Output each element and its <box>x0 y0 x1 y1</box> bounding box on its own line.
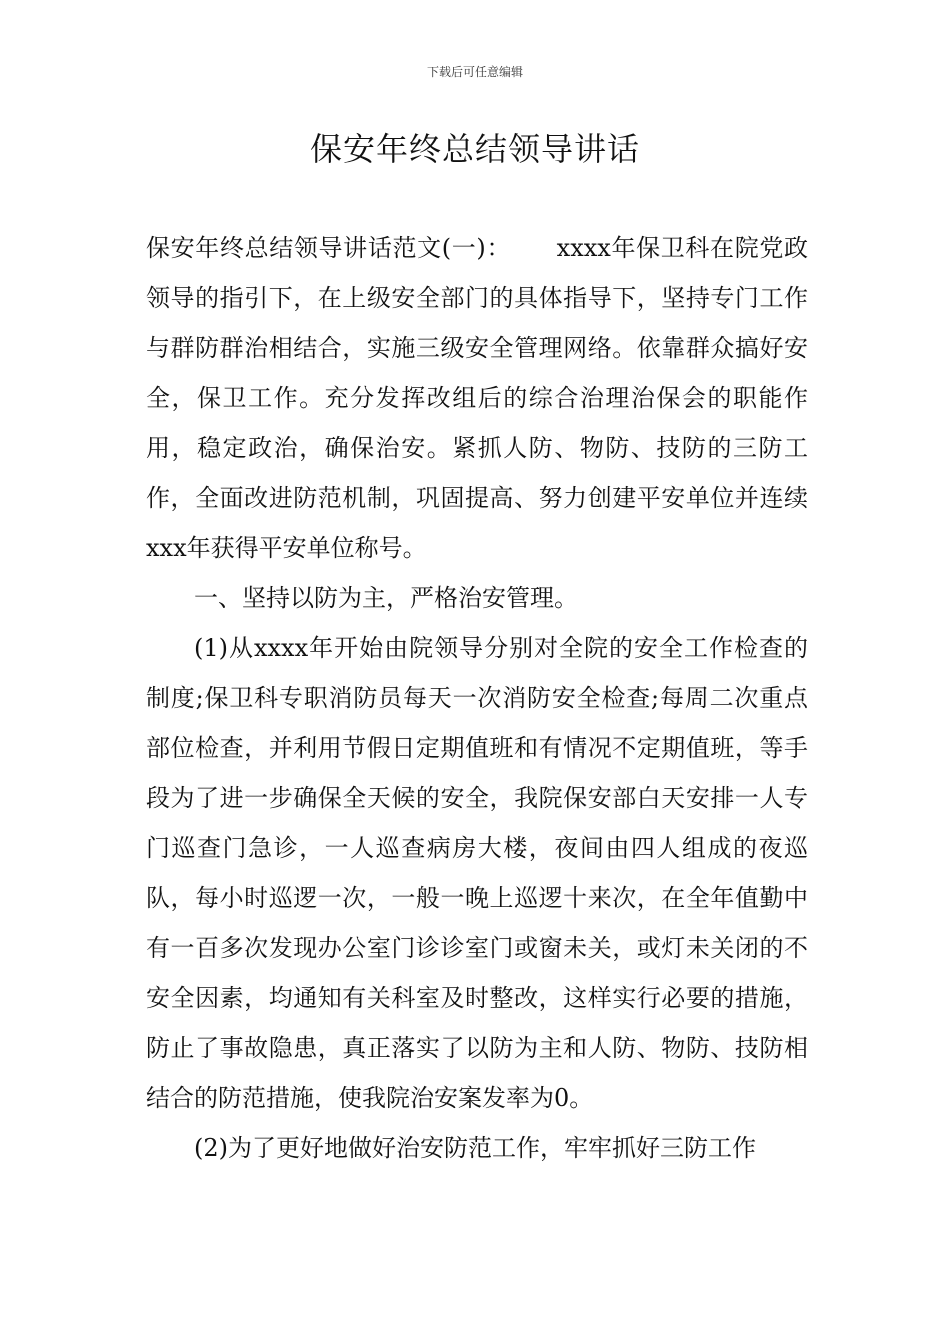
document-body <box>146 223 808 1173</box>
paragraph-item-2: (2)为了更好地做好治安防范工作，牢牢抓好三防工作 <box>194 1134 756 1162</box>
page-title: 保安年终总结领导讲话 <box>309 130 640 168</box>
paragraph-item-1: (1)从xxxx年开始由院领导分别对全院的安全工作检查的制度;保卫科专职消防员每天一次消防安全检查;每周二次重点部位检查，并利用节假日定期值班和有情况不定期值班，等手段为了进一步确保全天候的安全，我院保安部白天安排一人专门巡查门急诊，一人巡查病房大楼，夜间由四人组成的夜巡队，每小时巡逻一次，一般一晚上巡逻十来次，在全年值勤中有一百多次发现办公室门诊诊室门或窗未关，或灯未关闭的不安全因素，均通知有关科室及时整改，这样实行必要的措施，防止了事故隐患，真正落实了以防为主和人防、物防、技防相结合的防范措施，使我院治安案发率为0。 <box>146 634 808 1112</box>
paragraph-intro: 保安年终总结领导讲话范文(一)： xxxx年保卫科在院党政领导的指引下，在上级安全部门的具体指导下，坚持专门工作与群防群治相结合，实施三级安全管理网络。依靠群众搞好安全，保卫工作。充分发挥改组后的综合治理治保会的职能作用，稳定政治，确保治安。紧抓人防、物防、技防的三防工作，全面改进防范机制，巩固提高、努力创建平安单位并连续xxx年获得平安单位称号。 <box>146 234 808 562</box>
header-note: 下载后可任意编辑 <box>426 65 523 79</box>
paragraph-section-heading: 一、坚持以防为主，严格治安管理。 <box>194 584 578 612</box>
